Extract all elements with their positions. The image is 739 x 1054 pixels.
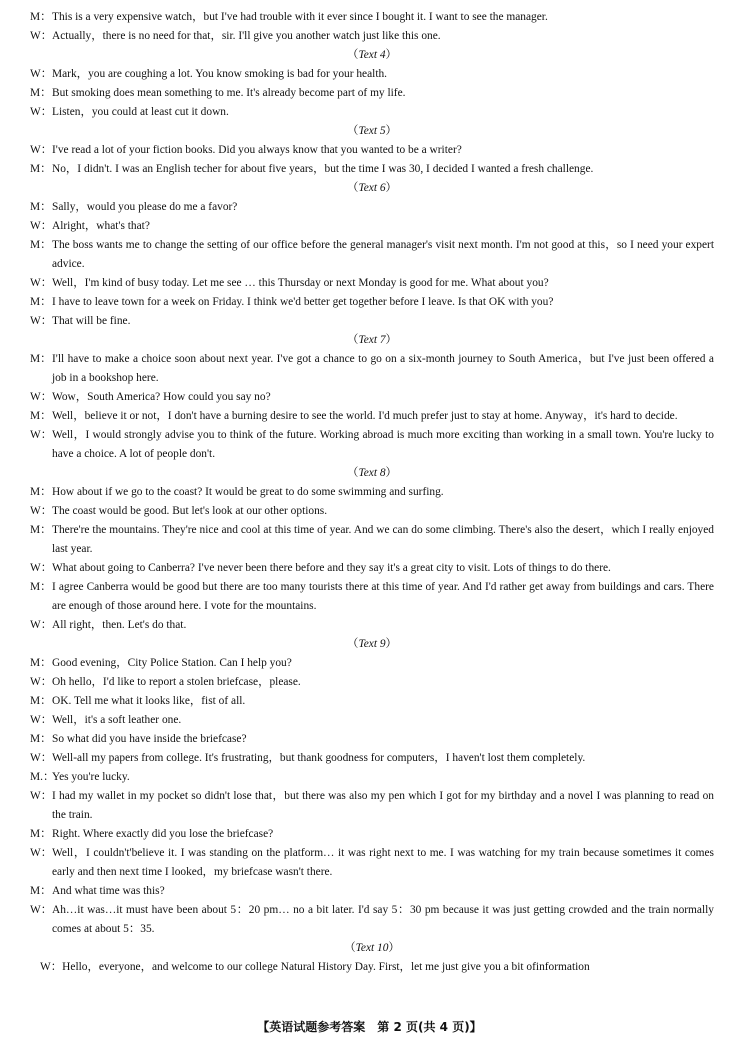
section-heading [30, 939, 714, 958]
dialogue-line [30, 559, 714, 578]
section-heading [30, 464, 714, 483]
dialogue-text: Mark，you are coughing a lot. You know smoking is bad for your health. [52, 68, 388, 80]
dialogue-text: I had my wallet in my pocket so didn't lose that，but there was also my pen which I got for my birthday and a novel I was planning to read on the train. [52, 790, 714, 821]
dialogue-text: What about going to Canberra? I've never been there before and they say it's a great city to visit. Lots of things to do there. [52, 562, 611, 574]
dialogue-line [30, 388, 714, 407]
dialogue-line [30, 141, 714, 160]
speaker-label: W： [30, 676, 53, 688]
dialogue-line [30, 312, 714, 331]
speaker-label: M： [30, 486, 52, 498]
speaker-label: W： [30, 714, 53, 726]
dialogue-line [30, 217, 714, 236]
dialogue-text: No，I didn't. I was an English techer for about five years，but the time I was 30, I decided I wanted a fresh challenge. [52, 163, 594, 175]
heading-paren-close: ） [388, 942, 400, 954]
speaker-label: W： [30, 106, 53, 118]
dialogue-text: And what time was this? [52, 885, 165, 897]
dialogue-line [30, 673, 714, 692]
speaker-label: W： [30, 619, 53, 631]
speaker-label: W： [30, 752, 53, 764]
dialogue-line [30, 350, 714, 388]
speaker-label: M： [30, 695, 52, 707]
speaker-label: W： [30, 391, 53, 403]
heading-paren-open: （ [347, 638, 359, 650]
dialogue-line [30, 844, 714, 882]
dialogue-line [30, 578, 714, 616]
heading-title: Text 6 [358, 182, 386, 194]
dialogue-text: Well-all my papers from college. It's frustrating，but thank goodness for computers，I haven't lost them completely. [52, 752, 586, 764]
dialogue-line [30, 103, 714, 122]
dialogue-line [30, 8, 714, 27]
dialogue-text: Listen，you could at least cut it down. [52, 106, 229, 118]
dialogue-text: That will be fine. [52, 315, 131, 327]
speaker-label: M： [30, 885, 52, 897]
dialogue-text: OK. Tell me what it looks like，fist of all. [52, 695, 246, 707]
page-footer: 【英语试题参考答案 第 2 页(共 4 页)】 [257, 1020, 482, 1034]
section-heading [30, 46, 714, 65]
dialogue-text: Good evening，City Police Station. Can I help you? [52, 657, 292, 669]
dialogue-line [30, 958, 714, 977]
dialogue-text: All right，then. Let's do that. [52, 619, 187, 631]
dialogue-line [30, 65, 714, 84]
speaker-label: M： [30, 11, 52, 23]
section-heading [30, 331, 714, 350]
dialogue-text: So what did you have inside the briefcase? [52, 733, 247, 745]
dialogue-text: Well，it's a soft leather one. [52, 714, 182, 726]
heading-paren-open: （ [347, 125, 359, 137]
dialogue-text: Well，I would strongly advise you to think of the future. Working abroad is much more exciting than working in a small town. You're lucky to have a choice. A lot of people don't. [52, 429, 714, 460]
heading-paren-close: ） [385, 467, 397, 479]
speaker-label: W： [40, 961, 63, 973]
heading-paren-close: ） [385, 334, 397, 346]
speaker-label: M： [30, 353, 52, 365]
speaker-label: M： [30, 239, 52, 251]
answer-transcript [30, 8, 714, 977]
dialogue-line [30, 293, 714, 312]
dialogue-text: I have to leave town for a week on Friday. I think we'd better get together before I leave. Is that OK with you? [52, 296, 554, 308]
speaker-label: M： [30, 828, 52, 840]
heading-title: Text 4 [358, 49, 386, 61]
dialogue-text: Yes you're lucky. [52, 771, 130, 783]
dialogue-line [30, 901, 714, 939]
dialogue-text: This is a very expensive watch，but I've had trouble with it ever since I bought it. I want to see the manager. [52, 11, 548, 23]
dialogue-line [30, 274, 714, 293]
dialogue-line [30, 198, 714, 217]
dialogue-line [30, 787, 714, 825]
dialogue-text: Well，believe it or not，I don't have a burning desire to see the world. I'd much prefer just to stay at home. Anyway，it's hard to decide. [52, 410, 678, 422]
section-heading [30, 179, 714, 198]
dialogue-line [30, 426, 714, 464]
speaker-label: M： [30, 163, 52, 175]
heading-paren-open: （ [347, 182, 359, 194]
heading-paren-open: （ [347, 49, 359, 61]
dialogue-line [30, 160, 714, 179]
dialogue-line [30, 27, 714, 46]
speaker-label: W： [30, 505, 53, 517]
dialogue-line [30, 84, 714, 103]
section-heading [30, 122, 714, 141]
dialogue-line [30, 711, 714, 730]
heading-paren-close: ） [385, 125, 397, 137]
dialogue-text: Hello，everyone，and welcome to our college Natural History Day. First，let me just give you a bit ofinformation [62, 961, 590, 973]
dialogue-text: But smoking does mean something to me. It's already become part of my life. [52, 87, 406, 99]
dialogue-text: There're the mountains. They're nice and cool at this time of year. And we can do some climbing. There's also the desert，which I really enjoyed last year. [52, 524, 714, 555]
heading-paren-close: ） [385, 182, 397, 194]
dialogue-text: I agree Canberra would be good but there are too many tourists there at this time of year. And I'd rather get away from buildings and cars. There are enough of those around here. I vote for the mountains. [52, 581, 714, 612]
dialogue-line [30, 692, 714, 711]
dialogue-line [30, 825, 714, 844]
speaker-label: M： [30, 87, 52, 99]
heading-title: Text 8 [358, 467, 386, 479]
heading-title: Text 5 [358, 125, 386, 137]
dialogue-line [30, 236, 714, 274]
speaker-label: M.： [30, 771, 55, 783]
speaker-label: W： [30, 790, 53, 802]
speaker-label: M： [30, 733, 52, 745]
dialogue-line [30, 768, 714, 787]
speaker-label: W： [30, 144, 53, 156]
dialogue-line [30, 882, 714, 901]
speaker-label: W： [30, 30, 53, 42]
speaker-label: W： [30, 220, 53, 232]
section-heading [30, 635, 714, 654]
speaker-label: W： [30, 562, 53, 574]
dialogue-text: Oh hello，I'd like to report a stolen briefcase，please. [52, 676, 301, 688]
speaker-label: M： [30, 657, 52, 669]
speaker-label: W： [30, 68, 53, 80]
dialogue-text: Sally，would you please do me a favor? [52, 201, 238, 213]
speaker-label: W： [30, 847, 53, 859]
heading-paren-open: （ [347, 467, 359, 479]
dialogue-text: How about if we go to the coast? It would be great to do some swimming and surfing. [52, 486, 444, 498]
dialogue-line [30, 407, 714, 426]
dialogue-line [30, 616, 714, 635]
speaker-label: M： [30, 524, 52, 536]
speaker-label: M： [30, 410, 52, 422]
dialogue-text: Alright，what's that? [52, 220, 150, 232]
dialogue-line [30, 502, 714, 521]
dialogue-line [30, 521, 714, 559]
dialogue-text: The boss wants me to change the setting of our office before the general manager's visit next month. I'm not good at this，so I need your expert advice. [52, 239, 714, 270]
heading-title: Text 9 [358, 638, 386, 650]
dialogue-text: I'll have to make a choice soon about next year. I've got a chance to go on a six-month journey to South America，but I've just been offered a job in a bookshop here. [52, 353, 714, 384]
dialogue-text: Actually，there is no need for that，sir. I'll give you another watch just like this one. [52, 30, 441, 42]
dialogue-line [30, 654, 714, 673]
speaker-label: W： [30, 429, 53, 441]
dialogue-text: Well，I couldn't'believe it. I was standing on the platform… it was right next to me. I was watching for my train because sometimes it comes early and then next time I looked，my briefcase wasn't there. [52, 847, 714, 878]
dialogue-line [30, 730, 714, 749]
heading-paren-open: （ [344, 942, 356, 954]
dialogue-text: I've read a lot of your fiction books. Did you always know that you wanted to be a writer? [52, 144, 462, 156]
speaker-label: W： [30, 904, 53, 916]
heading-title: Text 10 [355, 942, 389, 954]
dialogue-text: Ah…it was…it must have been about 5：20 pm… no a bit later. I'd say 5：30 pm because it was just getting crowded and the train normally comes at about 5：35. [52, 904, 714, 935]
speaker-label: M： [30, 296, 52, 308]
dialogue-line [30, 483, 714, 502]
dialogue-line [30, 749, 714, 768]
speaker-label: W： [30, 315, 53, 327]
heading-title: Text 7 [358, 334, 386, 346]
heading-paren-open: （ [347, 334, 359, 346]
speaker-label: M： [30, 201, 52, 213]
heading-paren-close: ） [385, 49, 397, 61]
speaker-label: W： [30, 277, 53, 289]
speaker-label: M： [30, 581, 52, 593]
dialogue-text: The coast would be good. But let's look at our other options. [52, 505, 328, 517]
dialogue-text: Right. Where exactly did you lose the briefcase? [52, 828, 274, 840]
heading-paren-close: ） [385, 638, 397, 650]
dialogue-text: Well，I'm kind of busy today. Let me see … this Thursday or next Monday is good for me. What about you? [52, 277, 549, 289]
dialogue-text: Wow，South America? How could you say no? [52, 391, 271, 403]
